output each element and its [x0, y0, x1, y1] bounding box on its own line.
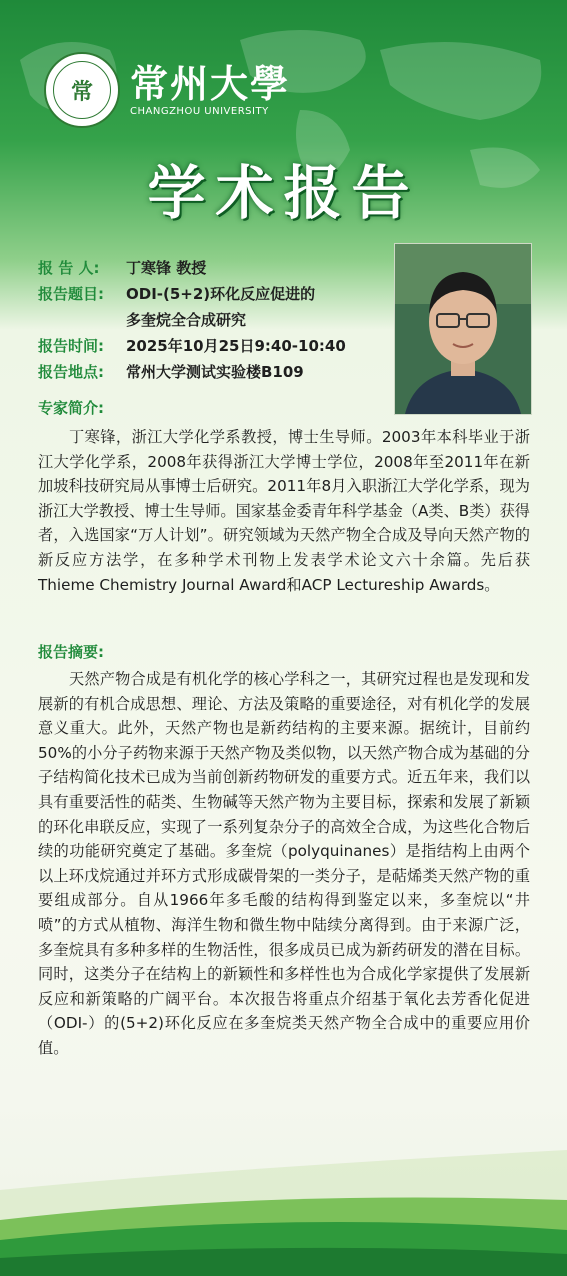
topic-line-1: ODI-(5+2)环化反应促进的 — [126, 285, 316, 303]
abstract-heading: 报告摘要: — [38, 643, 104, 661]
university-logo — [44, 52, 290, 128]
seal-character: 常 — [53, 61, 111, 119]
time-row — [38, 333, 383, 359]
speaker-value: 丁寒锋 教授 — [126, 259, 207, 277]
topic-line-2: 多奎烷全合成研究 — [126, 311, 247, 329]
topic-row — [38, 281, 383, 307]
speaker-photo — [394, 243, 532, 415]
topic-label: 报告题目: — [38, 285, 104, 303]
university-name — [130, 60, 291, 117]
place-label: 报告地点: — [38, 363, 104, 381]
event-info — [38, 255, 383, 385]
bio-heading: 专家简介: — [38, 399, 104, 417]
decorative-wave — [0, 1130, 567, 1276]
speaker-row — [38, 255, 383, 281]
time-value: 2025年10月25日9:40-10:40 — [126, 337, 346, 355]
place-row — [38, 359, 383, 385]
poster-title: 学术报告 — [147, 159, 420, 227]
topic-row-2 — [38, 307, 383, 333]
place-value: 常州大学测试实验楼B109 — [126, 363, 304, 381]
speaker-label: 报 告 人: — [38, 259, 100, 277]
bio-paragraph: 丁寒锋，浙江大学化学系教授，博士生导师。2003年本科毕业于浙江大学化学系，2008年获得浙江大学博士学位，2008年至2011年在新加坡科技研究局从事博士后研究。2011年8月入职浙江大学化学系，现为浙江大学教授、博士生导师。国家基金委青年科学基金（A类、B类）获得者，入选国家“万人计划”。研究领域为天然产物全合成及导向天然产物的新反应方法学，在多种学术刊物上发表学术论文六十余篇。先后获Thieme Chemistry Journal Award和ACP Lectureship Awards。 — [38, 428, 530, 594]
time-label: 报告时间: — [38, 337, 104, 355]
university-name-cn: 常州大學 — [130, 60, 291, 106]
university-name-en: CHANGZHOU UNIVERSITY — [130, 105, 269, 117]
speaker-portrait-icon — [395, 244, 531, 414]
abstract-paragraph: 天然产物合成是有机化学的核心学科之一，其研究过程也是发现和发展新的有机合成思想、理论、方法及策略的重要途径，对有机化学的发展意义重大。此外，天然产物也是新药结构的主要来源。据统计，目前约50%的小分子药物来源于天然产物及类似物，以天然产物合成为基础的分子结构简化技术已成为当前创新药物研发的重要方式。近五年来，我们以具有重要活性的萜类、生物碱等天然产物为主要目标，探索和发展了新颖的环化串联反应，实现了一系列复杂分子的高效全合成，为这些化合物后续的功能研究奠定了基础。多奎烷（polyquinanes）是指结构上由两个以上环戊烷通过并环方式形成碳骨架的一类分子，是萜烯类天然产物的重要组成部分。自从1966年多毛酸的结构得到鉴定以来，多奎烷以“井喷”的方式从植物、海洋生物和微生物中陆续分离得到。由于来源广泛，多奎烷具有多种多样的生物活性，很多成员已成为新药研发的潜在目标。同时，这类分子在结构上的新颖性和多样性也为合成化学家提供了发展新反应和新策略的广阔平台。本次报告将重点介绍基于氧化去芳香化促进（ODI-）的(5+2)环化反应在多奎烷类天然产物全合成中的重要应用价值。 — [38, 670, 530, 1057]
university-seal-icon — [44, 52, 120, 128]
